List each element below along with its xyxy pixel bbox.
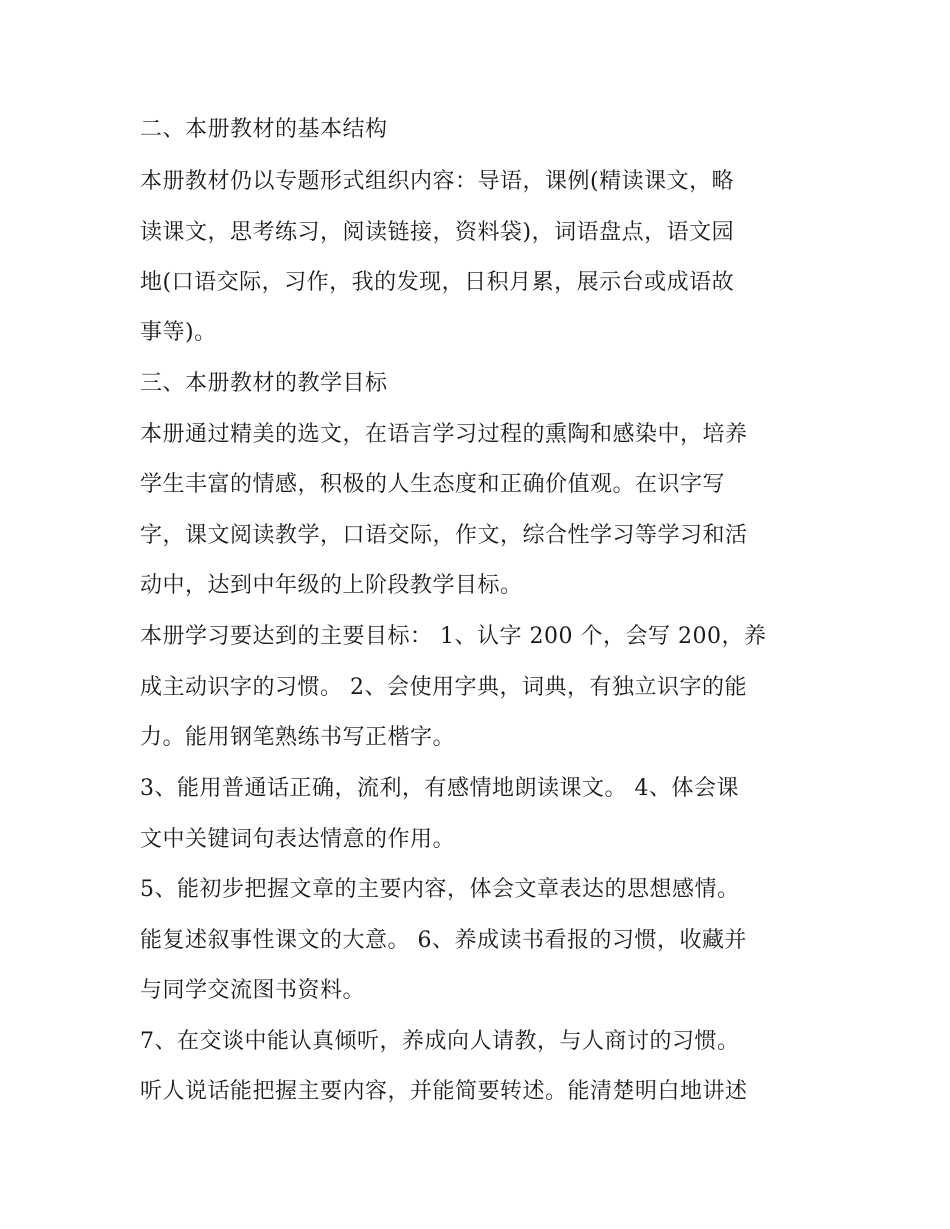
section-heading-structure: 二、本册教材的基本结构 xyxy=(140,117,388,142)
paragraph-line: 本册教材仍以专题形式组织内容：导语，课例(精读课文，略 xyxy=(140,169,735,194)
paragraph-line: 学生丰富的情感，积极的人生态度和正确价值观。在识字写 xyxy=(140,472,726,497)
section-heading-goals: 三、本册教材的教学目标 xyxy=(140,371,388,396)
paragraph-line: 成主动识字的习惯。 2、会使用字典，词典，有独立识字的能 xyxy=(140,675,747,700)
paragraph-line: 地(口语交际，习作，我的发现，日积月累，展示台或成语故 xyxy=(140,270,735,295)
paragraph-line: 本册学习要达到的主要目标： 1、认字 200 个，会写 200，养 xyxy=(140,624,767,649)
paragraph-line: 与同学交流图书资料。 xyxy=(140,978,366,1003)
paragraph-line: 听人说话能把握主要内容，并能简要转述。能清楚明白地讲述 xyxy=(140,1079,748,1104)
paragraph-line: 动中，达到中年级的上阶段教学目标。 xyxy=(140,573,523,598)
paragraph-line: 读课文，思考练习，阅读链接，资料袋)，词语盘点，语文园 xyxy=(140,220,735,245)
paragraph-line: 文中关键词句表达情意的作用。 xyxy=(140,827,456,852)
paragraph-line: 力。能用钢笔熟练书写正楷字。 xyxy=(140,725,456,750)
paragraph-line: 7、在交谈中能认真倾听，养成向人请教，与人商讨的习惯。 xyxy=(140,1029,740,1054)
paragraph-line: 能复述叙事性课文的大意。 6、养成读书看报的习惯，收藏并 xyxy=(140,928,747,953)
paragraph-line: 字，课文阅读教学，口语交际，作文，综合性学习等学习和活 xyxy=(140,523,748,548)
paragraph-line: 事等)。 xyxy=(140,320,217,345)
paragraph-line: 3、能用普通话正确，流利，有感情地朗读课文。 4、体会课 xyxy=(140,776,739,801)
paragraph-line: 本册通过精美的选文，在语言学习过程的熏陶和感染中，培养 xyxy=(140,422,748,447)
paragraph-line: 5、能初步把握文章的主要内容，体会文章表达的思想感情。 xyxy=(140,877,740,902)
